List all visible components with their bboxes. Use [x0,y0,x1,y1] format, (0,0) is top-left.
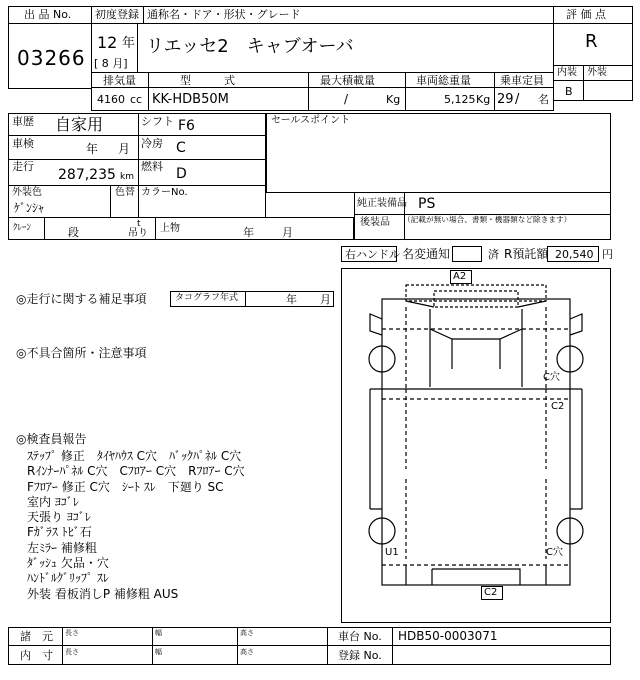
vehicle-details-block [8,113,266,218]
inspection-label: 車検 [12,137,34,150]
model-name: リエッセ2 キャブオーバ [146,36,354,57]
color-label: 外装色 [12,187,42,198]
tacho-month: 月 [320,293,331,306]
damage-mark-c2-rear: C2 [484,587,498,598]
inspector-note: 左ﾐﾗｰ 補修粗 [27,540,97,555]
recycle-amount: 20,540 [555,248,594,261]
driving-notes-title: ◎走行に関する補足事項 [16,292,147,306]
inspector-note: ﾀﾞｯｼｭ 欠品・穴 [27,556,109,571]
ac-label: 冷房 [141,137,163,150]
displacement-label: 排気量 [103,74,136,87]
ac-value: C [176,140,186,156]
crane-hang: 吊り [128,228,148,239]
interior-grade: B [565,85,573,98]
length-label: 長さ [65,629,79,637]
inspector-note: Rｲﾝﾅｰﾊﾟﾈﾙ C穴 Cﾌﾛｱｰ C穴 Rﾌﾛｱｰ C穴 [27,464,245,479]
recycle-unit: 円 [602,248,613,261]
inspector-note: 室内 ﾖｺﾞﾚ [27,494,79,509]
gross-weight-value: 5,125 [444,93,476,106]
capacity-unit: 名 [538,93,549,106]
capacity-label: 乗車定員 [500,74,544,87]
gross-weight-unit: Kg [476,93,491,106]
score-label: 評 価 点 [566,8,606,21]
registration-label: 登録 No. [338,649,382,662]
first-reg-month: [ 8 月] [94,57,128,70]
max-load-label: 最大積載量 [320,74,375,87]
damage-mark-c-hole-right: C穴 [543,372,560,383]
mileage-unit: km [120,172,134,182]
inspector-note: Fﾌﾛｱｰ 修正 C穴 ｼｰﾄ ｽﾚ 下廻り SC [27,479,224,494]
damage-mark-a2: A2 [453,271,467,282]
footer-table [8,627,611,665]
defects-title: ◎不具合箇所・注意事項 [16,346,147,360]
inspector-title: ◎検査員報告 [16,432,87,446]
tacho-year: 年 [286,293,297,306]
model-label: 通称名・ドア・形状・グレード [147,8,301,21]
exterior-label: 外装 [587,67,607,78]
width-label: 幅 [155,629,162,637]
chassis-number: HDB50-0003071 [398,629,498,643]
chassis-label: 車台 No. [338,630,382,643]
crane-lift: t [137,219,141,229]
type-label: 型 式 [180,74,235,87]
history-value: 自家用 [55,115,104,134]
vehicle-diagram [341,268,611,623]
damage-mark-u1: U1 [385,547,399,558]
crane-month: 月 [282,226,293,239]
recycle-prefix: 済 [488,248,499,261]
vehicle-outline [342,269,610,622]
year-unit: 年 [122,36,136,51]
gross-weight-label: 車両総重量 [416,74,471,87]
equipment-value: PS [418,196,436,212]
tacho-label: タコグラフ年式 [175,293,239,303]
aftermarket-label: 後装品 [360,217,390,228]
handle-value: 右ハンドル [345,248,400,261]
color-no-label: カラーNo. [141,187,188,198]
fuel-value: D [176,166,187,182]
model-code: KK-HDB50M [152,92,229,107]
height-label-2: 高さ [240,648,254,656]
shift-label: シフト [141,115,174,128]
damage-mark-c-hole-rear: C穴 [546,547,563,558]
first-reg-label: 初度登録 [95,8,139,21]
mileage-label: 走行 [12,160,34,173]
capacity-value: 29 [497,92,514,107]
inspection-month: 月 [118,142,131,156]
score-value: R [585,31,598,52]
interior-dims-label: 内 寸 [20,649,53,662]
max-load-unit: Kg [386,93,401,106]
displacement-unit: cc [130,93,143,106]
inspector-note: 外装 看板消しP 補修粗 AUS [27,586,179,601]
length-label-2: 長さ [65,648,79,656]
inspector-note: 天張り ﾖｺﾞﾚ [27,510,91,525]
recycle-label: R預託額 [504,247,549,261]
lot-number: 03266 [17,46,86,70]
max-load-value: / [344,92,349,106]
interior-label: 内装 [557,67,577,78]
lot-label: 出 品 No. [24,8,72,21]
crane-stage: 段 [68,226,79,239]
dimensions-label: 諸 元 [20,630,53,643]
aftermarket-note: （記載が無い場合、書類・機器類など除きます） [403,216,572,225]
inspection-year: 年 [86,142,99,156]
inspector-notes-list [27,447,337,600]
mileage-value: 287,235 [58,167,116,183]
selling-point-label: セールスポイント [271,115,351,126]
history-label: 車歴 [12,115,34,128]
crane-year: 年 [243,226,254,239]
inspector-note: Fｶﾞﾗｽ ﾄﾋﾞ石 [27,525,92,540]
color-value: ｹﾞﾝｼｬ [14,201,45,215]
width-label-2: 幅 [155,648,162,656]
name-change-label: 名変通知 [402,247,451,261]
shift-value: F6 [178,118,195,134]
crane-label: ｸﾚｰﾝ [13,223,32,233]
crane-ue: 上物 [160,223,180,234]
capacity-sep: / [515,92,520,107]
displacement-value: 4160 [97,93,125,106]
name-change-box [452,246,482,262]
inspector-note: ｽﾃｯﾌﾟ 修正 ﾀｲﾔﾊｳｽ C穴 ﾊﾞｯｸﾊﾟﾈﾙ C穴 [27,449,242,463]
first-reg-year: 12 [97,33,118,52]
equipment-label: 純正装備品 [357,198,407,209]
inspector-note: ﾊﾝﾄﾞﾙｸﾞﾘｯﾌﾟ ｽﾚ [27,571,109,586]
damage-mark-c2-right: C2 [551,401,565,412]
height-label: 高さ [240,629,254,637]
color-change-label: 色替 [115,187,135,198]
crane-row [8,217,354,240]
fuel-label: 燃料 [141,160,163,173]
